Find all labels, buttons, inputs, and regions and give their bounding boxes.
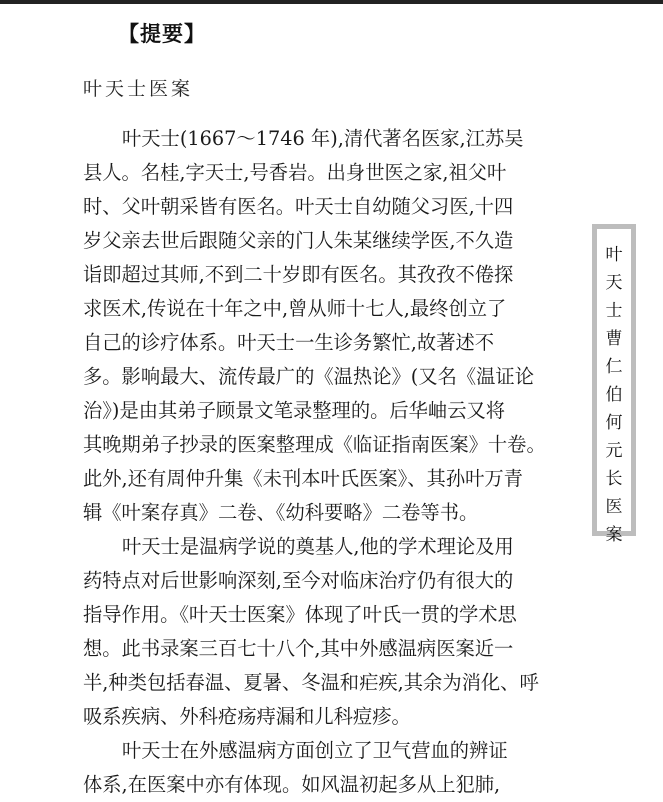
side-tab-char: 仁: [605, 357, 623, 377]
text-line: 体系,在医案中亦有体现。如风温初起多从上犯肺,: [83, 773, 501, 796]
text-line: 叶天士是温病学说的奠基人,他的学术理论及用: [122, 535, 514, 558]
text-line: 其晚期弟子抄录的医案整理成《临证指南医案》十卷。: [83, 433, 546, 456]
side-tab-char: 元: [605, 441, 623, 461]
side-tab-char: 长: [605, 469, 623, 489]
side-tab-char: 何: [605, 413, 623, 433]
text-line: 诣即超过其师,不到二十岁即有医名。其孜孜不倦探: [83, 263, 514, 286]
side-tab-char: 士: [605, 301, 623, 321]
text-line: 时、父叶朝采皆有医名。叶天士自幼随父习医,十四: [83, 195, 514, 218]
text-line: 治》)是由其弟子顾景文笔录整理的。后华岫云又将: [83, 399, 506, 422]
text-line: 半,种类包括春温、夏暑、冬温和疟疾,其余为消化、呼: [83, 671, 539, 694]
text-line: 此外,还有周仲升集《未刊本叶氏医案》、其孙叶万青: [83, 467, 523, 490]
text-line: 求医术,传说在十年之中,曾从师十七人,最终创立了: [83, 297, 507, 320]
text-line: 叶天士(1667～1746 年),清代著名医家,江苏吴: [122, 127, 524, 150]
side-tab-char: 医: [605, 497, 623, 517]
side-tab-char: 伯: [605, 385, 623, 405]
side-tab-char: 叶: [605, 245, 623, 265]
page-top-border: [0, 0, 663, 4]
text-line: 多。影响最大、流传最广的《温热论》(又名《温证论: [83, 365, 534, 388]
section-subtitle: 叶天士医案: [83, 78, 194, 100]
side-tab-char: 案: [605, 525, 623, 545]
text-line: 县人。名桂,字天士,号香岩。出身世医之家,祖父叶: [83, 161, 507, 184]
text-line: 想。此书录案三百七十八个,其中外感温病医案近一: [83, 637, 514, 660]
body-text: [83, 122, 575, 802]
text-line: 自己的诊疗体系。叶天士一生诊务繁忙,故著述不: [83, 331, 495, 354]
text-line: 药特点对后世影响深刻,至今对临床治疗仍有很大的: [83, 569, 514, 592]
text-line: 岁父亲去世后跟随父亲的门人朱某继续学医,不久造: [83, 229, 514, 252]
text-line: 指导作用。《叶天士医案》体现了叶氏一贯的学术思: [83, 603, 517, 626]
text-line: 吸系疾病、外科疮疡痔漏和儿科痘疹。: [83, 705, 411, 728]
side-tab-label: [592, 224, 636, 545]
side-tab-char: 天: [605, 273, 623, 293]
text-line: 辑《叶案存真》二卷、《幼科要略》二卷等书。: [83, 501, 479, 524]
side-tab-char: 曹: [605, 329, 623, 349]
section-heading: 【提要】: [118, 22, 206, 46]
text-line: 叶天士在外感温病方面创立了卫气营血的辨证: [122, 739, 508, 762]
